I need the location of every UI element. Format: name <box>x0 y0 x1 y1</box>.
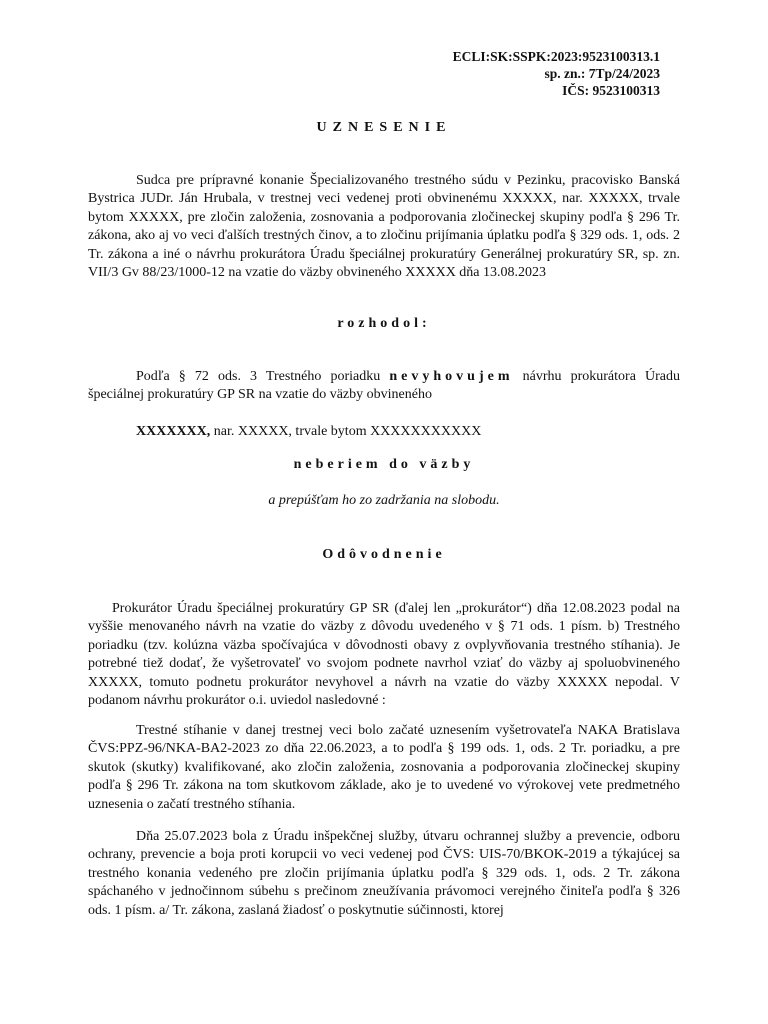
defendant-name: XXXXXXX, <box>136 424 211 439</box>
decision-paragraph <box>88 368 680 405</box>
decision-rest: návrhu prokurátora Úradu špeciálnej prokuratúry GP SR na vzatie do väzby obvineného <box>88 369 681 403</box>
defendant-details: nar. XXXXX, trvale bytom XXXXXXXXXXX <box>213 424 482 439</box>
file-number: sp. zn.: 7Tp/24/2023 <box>544 66 660 81</box>
case-header <box>453 48 660 99</box>
not-detained-line: neberiem do väzby <box>293 457 475 472</box>
release-line: a prepúšťam ho zo zadržania na slobodu. <box>268 493 500 508</box>
ics-number: IČS: 9523100313 <box>562 83 660 98</box>
reasoning-paragraph-2: Trestné stíhanie v danej trestnej veci bolo začaté uznesením vyšetrovateľa NAKA Bratislava ČVS:PPZ-96/NKA-BA2-2023 zo dňa 22.06.2023, a to podľa § 199 ods. 1, ods. 2 Tr. poriadku, a pre skutok (skutky) kvalifikované, ako zločin založenia, zosnovania a podporovania zločineckej skupiny podľa § 296 Tr. zákona na tom skutkovom základe, ako je to uvedené vo výrokovej vete predmetného uznesenia o začatí trestného stíhania. <box>88 723 680 812</box>
ecli-identifier: ECLI:SK:SSPK:2023:9523100313.1 <box>452 49 660 64</box>
reasoning-paragraph-3: Dňa 25.07.2023 bola z Úradu inšpekčnej služby, útvaru ochrannej služby a prevencie, odboru ochrany, prevencie a boja proti korupcii vo veci vedenej pod ČVS: UIS-70/BKOK-2019 a týkajúcej sa trestného konania vedeného pre zločin prijímania úplatku podľa § 329 ods. 1, ods. 2 Tr. zákona spáchaného v jednočinnom súbehu s prečinom zneužívania právomoci verejného činiteľa podľa § 326 ods. 1 písm. a/ Tr. zákona, zaslaná žiadosť o poskytnutie súčinnosti, ktorej <box>88 829 680 918</box>
decision-verb: nevyhovujem <box>389 369 514 384</box>
reasoning-paragraph-1: Prokurátor Úradu špeciálnej prokuratúry GP SR (ďalej len „prokurátor“) dňa 12.08.2023 podal na vyššie menovaného návrh na vzatie do väzby z dôvodu uvedeného v § 71 ods. 1 písm. b) Trestného poriadku (tzv. kolúzna väzba spočívajúca v dôvodnosti obavy z ovplyvňovania trestného stíhania). Je potrebné tiež dodať, že vyšetrovateľ vo svojom podnete navrhol vziať do väzby aj spoluobvineného XXXXX, tomuto podnetu prokurátor nevyhovel a návrh na vzatie do väzby XXXXX nepodal. V podanom návrhu prokurátor o.i. uviedol nasledovné : <box>88 601 680 709</box>
intro-paragraph: Sudca pre prípravné konanie Špecializovaného trestného súdu v Pezinku, pracovisko Banská Bystrica JUDr. Ján Hrubala, v trestnej veci vedenej proti obvinenému XXXXX, nar. XXXXX, trvale bytom XXXXX, pre zločin založenia, zosnovania a podporovania zločineckej skupiny podľa § 296 Tr. zákona, ako aj vo veci ďalších trestných činov, a to zločinu prijímania úplatku podľa § 329 ods. 1, ods. 2 Tr. zákona a iné o návrhu prokurátora Úradu špeciálnej prokuratúry Generálnej prokuratúry SR, sp. zn. VII/3 Gv 88/23/1000-12 na vzatie do väzby obvineného XXXXX dňa 13.08.2023 <box>88 173 680 281</box>
decision-heading: rozhodol: <box>337 316 431 331</box>
decision-legal-basis: Podľa § 72 ods. 3 Trestného poriadku <box>136 369 381 384</box>
document-title: UZNESENIE <box>316 120 452 135</box>
reasoning-heading: Odôvodnenie <box>322 547 446 562</box>
defendant-line <box>88 423 680 441</box>
